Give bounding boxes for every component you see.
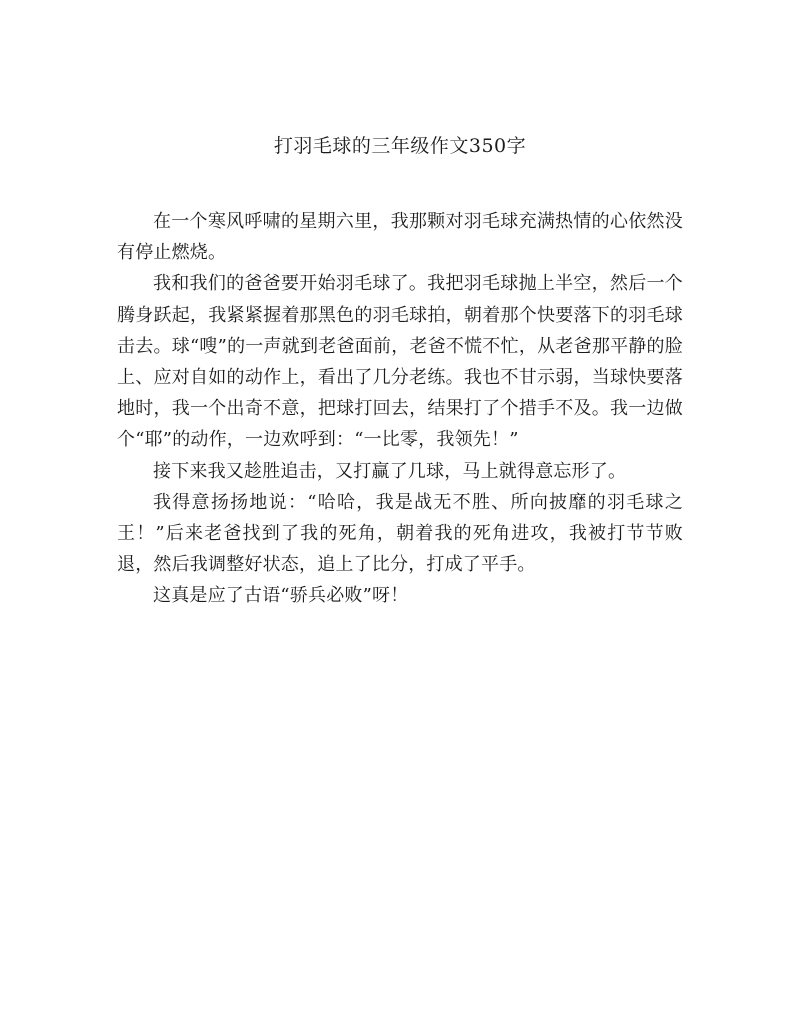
paragraph-5: 这真是应了古语“骄兵必败”呀！ <box>153 585 409 607</box>
paragraph-4: 我得意扬扬地说：“哈哈，我是战无不胜、所向披靡的羽毛球之王！”后来老爸找到了我的死角，朝着我的死角进攻，我被打节节败退，然后我调整好状态，追上了比分，打成了平手。 <box>117 491 683 576</box>
paragraph-3: 接下来我又趁胜追击，又打赢了几球，马上就得意忘形了。 <box>153 460 627 482</box>
paragraph-1: 在一个寒风呼啸的星期六里，我那颗对羽毛球充满热情的心依然没有停止燃烧。 <box>117 211 683 264</box>
document-title: 打羽毛球的三年级作文350字 <box>273 135 527 157</box>
essay-body <box>117 206 683 612</box>
paragraph-2: 我和我们的爸爸要开始羽毛球了。我把羽毛球抛上半空，然后一个腾身跃起，我紧紧握着那黑色的羽毛球拍，朝着那个快要落下的羽毛球击去。球“嗖”的一声就到老爸面前，老爸不慌不忙，从老爸那平静的脸上、应对自如的动作上，看出了几分老练。我也不甘示弱，当球快要落地时，我一个出奇不意，把球打回去，结果打了个措手不及。我一边做个“耶”的动作，一边欢呼到：“一比零，我领先！” <box>117 273 683 451</box>
